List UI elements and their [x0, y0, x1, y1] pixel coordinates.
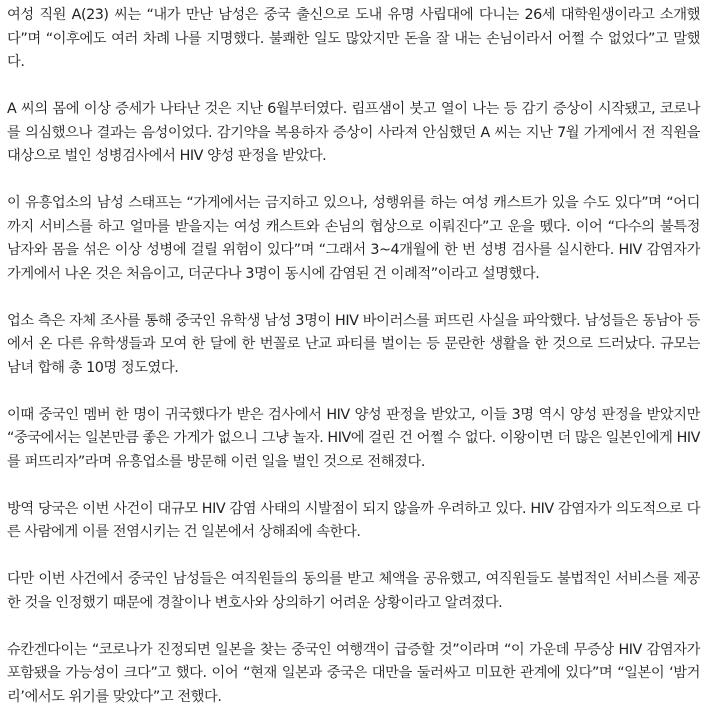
article-paragraph: 업소 측은 자체 조사를 통해 중국인 유학생 남성 3명이 HIV 바이러스를 퍼뜨린 사실을 파악했다. 남성들은 동남아 등에서 온 다른 유학생들과 모여 한 달에 한 번꼴로 난교 파티를 벌이는 등 문란한 생활을 한 것으로 드러났다. 규모는 남녀 합해 총 10명 정도였다.	[7, 310, 700, 381]
article-paragraph: 이 유흥업소의 남성 스태프는 “가게에서는 금지하고 있으나, 성행위를 하는 여성 캐스트가 있을 수도 있다”며 “어디까지 서비스를 하고 얼마를 받을지는 여성 캐스트와 손님의 협상으로 이뤄진다”고 운을 뗐다. 이어 “다수의 불특정 남자와 몸을 섞은 이상 성병에 걸릴 위험이 있다”며 “그래서 3~4개월에 한 번 성병 검사를 실시한다. HIV 감염자가 가게에서 나온 것은 처음이고, 더군다나 3명이 동시에 감염된 건 이례적”이라고 설명했다.	[7, 192, 700, 286]
article-paragraph: 이때 중국인 멤버 한 명이 귀국했다가 받은 검사에서 HIV 양성 판정을 받았고, 이들 3명 역시 양성 판정을 받았지만 “중국에서는 일본만큼 좋은 가게가 없으니 그냥 놀자. HIV에 걸린 건 어쩔 수 없다. 이왕이면 더 많은 일본인에게 HIV를 퍼뜨리자”라며 유흥업소를 방문해 이런 일을 벌인 것으로 전해졌다.	[7, 404, 700, 475]
article-paragraph: 방역 당국은 이번 사건이 대규모 HIV 감염 사태의 시발점이 되지 않을까 우려하고 있다. HIV 감염자가 의도적으로 다른 사람에게 이를 전염시키는 건 일본에서 상해죄에 속한다.	[7, 498, 700, 545]
article-paragraph: A 씨의 몸에 이상 증세가 나타난 것은 지난 6월부터였다. 림프샘이 붓고 열이 나는 등 감기 증상이 시작됐고, 코로나를 의심했으나 결과는 음성이었다. 감기약을 복용하자 증상이 사라져 안심했던 A 씨는 지난 7월 가게에서 전 직원을 대상으로 벌인 성병검사에서 HIV 양성 판정을 받았다.	[7, 98, 700, 169]
article-paragraph: 여성 직원 A(23) 씨는 “내가 만난 남성은 중국 출신으로 도내 유명 사립대에 다니는 26세 대학원생이라고 소개했다”며 “이후에도 여러 차례 나를 지명했다. 불쾌한 일도 많았지만 돈을 잘 내는 손님이라서 어쩔 수 없었다”고 말했다.	[7, 4, 700, 75]
article-paragraph: 다만 이번 사건에서 중국인 남성들은 여직원들의 동의를 받고 체액을 공유했고, 여직원들도 불법적인 서비스를 제공한 것을 인정했기 때문에 경찰이나 변호사와 상의하기 어려운 상황이라고 알려졌다.	[7, 568, 700, 615]
article-paragraph: 슈칸겐다이는 “코로나가 진정되면 일본을 찾는 중국인 여행객이 급증할 것”이라며 “이 가운데 무증상 HIV 감염자가 포함됐을 가능성이 크다”고 했다. 이어 “현재 일본과 중국은 대만을 둘러싸고 미묘한 관계에 있다”며 “일본이 ‘밤거리’에서도 위기를 맞았다”고 전했다.	[7, 639, 700, 709]
